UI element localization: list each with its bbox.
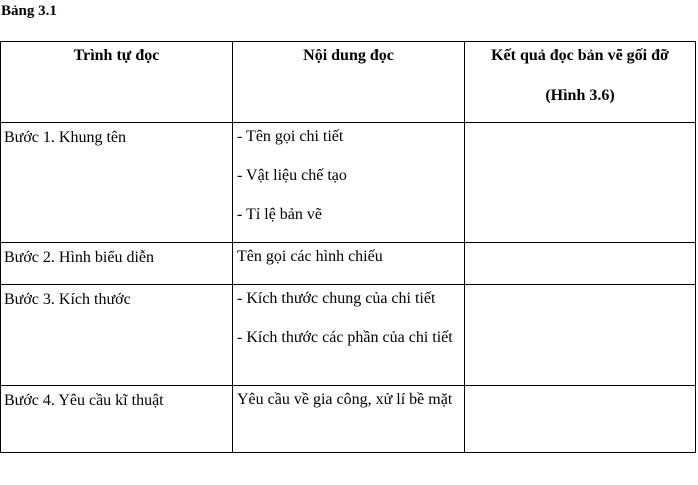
table-row — [1, 123, 696, 243]
header-reading-order — [1, 42, 233, 123]
step-cell: Bước 4. Yêu cầu kĩ thuật — [1, 386, 233, 453]
content-cell — [233, 243, 465, 285]
table-row — [1, 243, 696, 285]
content-line: - Kích thước chung của chi tiết — [237, 290, 436, 307]
content-cell — [233, 386, 465, 453]
header-reading-content-label: Nội dung đọc — [303, 47, 394, 64]
result-cell[interactable] — [465, 123, 696, 243]
content-cell — [233, 285, 465, 386]
table-caption: Bảng 3.1 — [1, 3, 57, 19]
step-cell: Bước 2. Hình biểu diễn — [1, 243, 233, 285]
reading-steps-table — [0, 41, 696, 453]
content-line: - Tên gọi chi tiết — [237, 128, 344, 145]
table-header-row — [1, 42, 696, 123]
step-cell: Bước 1. Khung tên — [1, 123, 233, 243]
table-row — [1, 285, 696, 386]
header-reading-result — [465, 42, 696, 123]
content-line: - Tỉ lệ bản vẽ — [237, 206, 323, 223]
content-cell — [233, 123, 465, 243]
result-cell[interactable] — [465, 243, 696, 285]
content-line: - Vật liệu chế tạo — [237, 167, 347, 184]
table-row — [1, 386, 696, 453]
header-reading-order-label: Trình tự đọc — [73, 47, 160, 64]
content-line: Tên gọi các hình chiếu — [237, 248, 383, 265]
content-line: - Kích thước các phần của chi tiết — [237, 329, 453, 346]
step-cell: Bước 3. Kích thước — [1, 285, 233, 386]
header-reading-content — [233, 42, 465, 123]
header-reading-result-line2: (Hình 3.6) — [545, 87, 615, 104]
header-reading-result-line1: Kết quả đọc bản vẽ gối đỡ — [491, 47, 669, 64]
content-line: Yêu cầu về gia công, xử lí bề mặt — [237, 391, 453, 408]
result-cell[interactable] — [465, 285, 696, 386]
result-cell[interactable] — [465, 386, 696, 453]
